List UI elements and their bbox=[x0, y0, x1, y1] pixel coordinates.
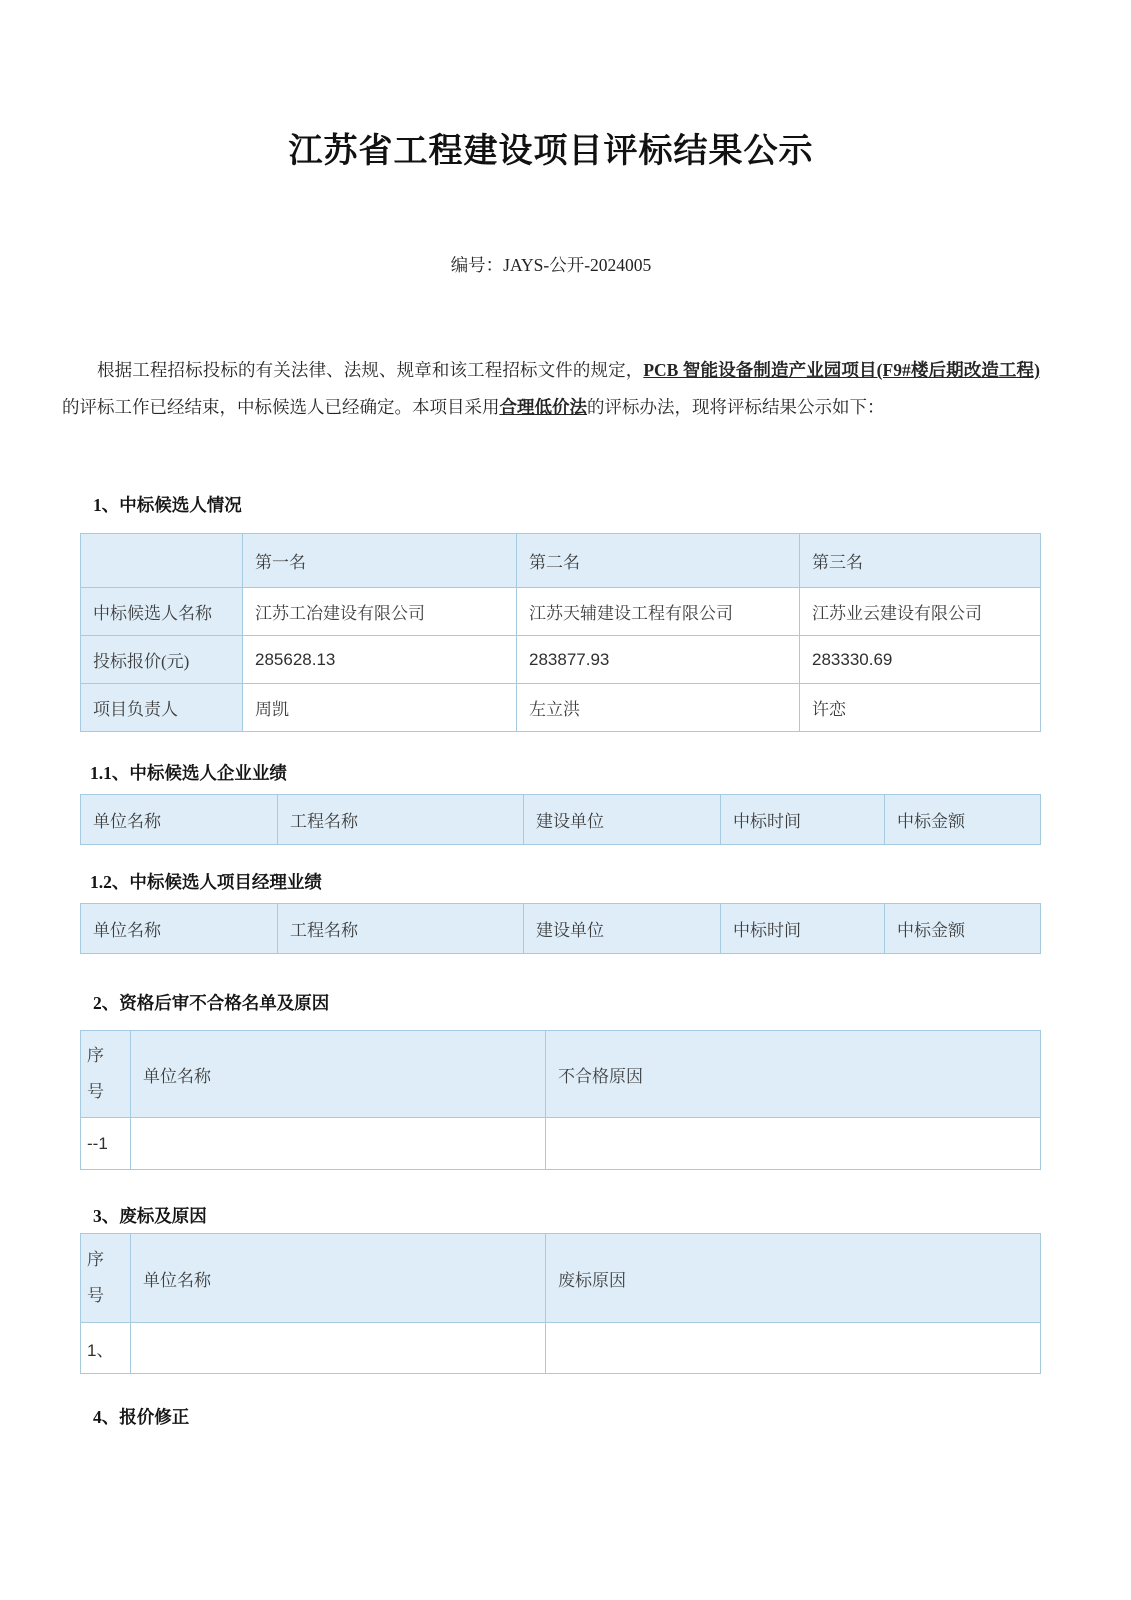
column-header-construction-unit: 建设单位 bbox=[524, 904, 721, 954]
unqualified-list-table bbox=[80, 1030, 1041, 1170]
candidates-table bbox=[80, 533, 1041, 732]
candidate-name-row bbox=[81, 588, 1041, 636]
row-label-candidate-name: 中标候选人名称 bbox=[81, 588, 243, 636]
candidate-3-price: 283330.69 bbox=[800, 636, 1041, 684]
candidate-1-price: 285628.13 bbox=[243, 636, 517, 684]
unqualified-header-row bbox=[81, 1031, 1041, 1118]
section-3-heading: 3、废标及原因 bbox=[93, 1206, 207, 1226]
section-1-1-heading: 1.1、中标候选人企业业绩 bbox=[90, 763, 287, 783]
column-header-serial-number: 序号 bbox=[81, 1234, 131, 1323]
candidate-1-name: 江苏工冶建设有限公司 bbox=[243, 588, 517, 636]
manager-performance-header-row bbox=[81, 904, 1041, 954]
candidate-2-name: 江苏天辅建设工程有限公司 bbox=[517, 588, 800, 636]
row-label-project-manager: 项目负责人 bbox=[81, 684, 243, 732]
column-header-unit-name: 单位名称 bbox=[131, 1234, 546, 1323]
unqualified-row bbox=[81, 1118, 1041, 1170]
intro-suffix: 的评标办法，现将评标结果公示如下： bbox=[587, 397, 885, 417]
column-header-award-time: 中标时间 bbox=[721, 904, 885, 954]
evaluation-method-emphasis: 合理低价法 bbox=[499, 397, 587, 417]
column-header-award-amount: 中标金额 bbox=[885, 904, 1041, 954]
candidate-2-price: 283877.93 bbox=[517, 636, 800, 684]
project-manager-row bbox=[81, 684, 1041, 732]
doc-number: 编号：JAYS-公开-2024005 bbox=[450, 255, 652, 275]
rejected-row-unit-name bbox=[131, 1323, 546, 1374]
unqualified-row-serial: --1 bbox=[81, 1118, 131, 1170]
rejected-row-reason bbox=[546, 1323, 1041, 1374]
candidate-1-manager: 周凯 bbox=[243, 684, 517, 732]
corner-cell bbox=[81, 534, 243, 588]
enterprise-performance-header-row bbox=[81, 795, 1041, 845]
manager-performance-table bbox=[80, 903, 1041, 954]
column-header-serial-number: 序号 bbox=[81, 1031, 131, 1118]
page-title: 江苏省工程建设项目评标结果公示 bbox=[288, 133, 814, 170]
enterprise-performance-table bbox=[80, 794, 1041, 845]
rejected-bid-row bbox=[81, 1323, 1041, 1374]
candidates-header-row bbox=[81, 534, 1041, 588]
unqualified-row-reason bbox=[546, 1118, 1041, 1170]
candidate-3-manager: 许恋 bbox=[800, 684, 1041, 732]
row-label-bid-price: 投标报价(元) bbox=[81, 636, 243, 684]
intro-paragraph bbox=[62, 352, 1040, 426]
section-1-heading: 1、中标候选人情况 bbox=[93, 495, 242, 515]
column-header-rejection-reason: 废标原因 bbox=[546, 1234, 1041, 1323]
unqualified-row-unit-name bbox=[131, 1118, 546, 1170]
intro-middle: 的评标工作已经结束，中标候选人已经确定。本项目采用 bbox=[62, 397, 500, 417]
column-header-construction-unit: 建设单位 bbox=[524, 795, 721, 845]
intro-prefix: 根据工程招标投标的有关法律、法规、规章和该工程招标文件的规定， bbox=[97, 360, 644, 380]
section-2-heading: 2、资格后审不合格名单及原因 bbox=[93, 993, 330, 1013]
candidate-3-name: 江苏业云建设有限公司 bbox=[800, 588, 1041, 636]
rejected-bids-header-row bbox=[81, 1234, 1041, 1323]
column-header-second-place: 第二名 bbox=[517, 534, 800, 588]
document-page bbox=[0, 130, 1131, 1600]
project-name-emphasis: PCB 智能设备制造产业园项目(F9#楼后期改造工程) bbox=[643, 360, 1041, 380]
bid-price-row bbox=[81, 636, 1041, 684]
column-header-unqualified-reason: 不合格原因 bbox=[546, 1031, 1041, 1118]
column-header-unit-name: 单位名称 bbox=[81, 795, 278, 845]
section-4-heading: 4、报价修正 bbox=[93, 1407, 190, 1427]
rejected-row-serial: 1、 bbox=[81, 1323, 131, 1374]
candidate-2-manager: 左立洪 bbox=[517, 684, 800, 732]
column-header-unit-name: 单位名称 bbox=[131, 1031, 546, 1118]
column-header-first-place: 第一名 bbox=[243, 534, 517, 588]
rejected-bids-table bbox=[80, 1233, 1041, 1374]
column-header-project-name: 工程名称 bbox=[278, 795, 524, 845]
column-header-third-place: 第三名 bbox=[800, 534, 1041, 588]
column-header-unit-name: 单位名称 bbox=[81, 904, 278, 954]
section-1-2-heading: 1.2、中标候选人项目经理业绩 bbox=[90, 872, 322, 892]
column-header-award-time: 中标时间 bbox=[721, 795, 885, 845]
column-header-project-name: 工程名称 bbox=[278, 904, 524, 954]
column-header-award-amount: 中标金额 bbox=[885, 795, 1041, 845]
